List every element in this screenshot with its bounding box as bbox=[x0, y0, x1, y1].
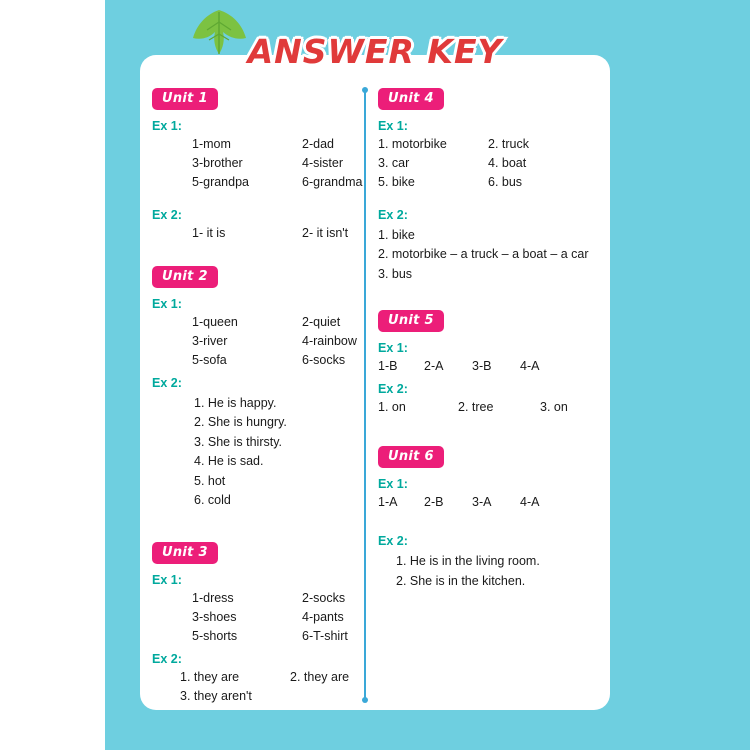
answer-item: 3. they aren't bbox=[180, 689, 252, 704]
answer-item: 4-sister bbox=[302, 156, 343, 170]
answer-item: 5-shorts bbox=[192, 629, 238, 644]
answer-item: 2-quiet bbox=[302, 315, 341, 329]
answer-item: 1. motorbike bbox=[378, 137, 447, 151]
answer-grid bbox=[192, 226, 357, 240]
answer-item: 2. motorbike – a truck – a boat – a car bbox=[378, 247, 589, 262]
answer-item: 3. bus bbox=[378, 266, 413, 281]
exercise-label: Ex 2: bbox=[378, 208, 408, 222]
answer-item: 1. on bbox=[378, 400, 406, 415]
unit-block-3 bbox=[152, 542, 357, 703]
title-area bbox=[140, 8, 610, 78]
answer-item: 5-sofa bbox=[192, 353, 227, 367]
answer-grid bbox=[378, 495, 598, 509]
answer-grid bbox=[378, 137, 598, 189]
answer-list bbox=[378, 226, 598, 284]
answer-inline bbox=[378, 400, 598, 414]
answer-item: 1. He is happy. bbox=[194, 396, 277, 410]
exercise-label: Ex 1: bbox=[378, 119, 408, 133]
unit-badge: Unit 1 bbox=[152, 88, 218, 110]
exercise-label: Ex 2: bbox=[152, 208, 182, 222]
unit-block-6 bbox=[378, 446, 598, 591]
answer-item: 2-B bbox=[424, 495, 444, 510]
page-title: ANSWER KEY bbox=[247, 32, 503, 71]
answer-item: 2. they are bbox=[290, 670, 350, 685]
answer-item: 1-A bbox=[378, 495, 398, 510]
answer-item: 5. bike bbox=[378, 175, 415, 189]
exercise-label: Ex 2: bbox=[378, 534, 408, 549]
answer-item: 6-socks bbox=[302, 353, 346, 367]
answer-grid bbox=[192, 315, 357, 367]
answer-item: 1. they are bbox=[180, 670, 240, 685]
exercise-label: Ex 1: bbox=[378, 341, 408, 356]
answer-item: 4. boat bbox=[488, 156, 527, 170]
unit-block-5 bbox=[378, 310, 598, 414]
exercise-label: Ex 2: bbox=[378, 382, 408, 397]
answer-item: 4. He is sad. bbox=[194, 454, 264, 469]
answer-grid bbox=[180, 670, 357, 703]
answer-item: 4-pants bbox=[302, 610, 344, 625]
answer-item: 3. on bbox=[540, 400, 568, 415]
answer-item: 4-rainbow bbox=[302, 334, 357, 348]
answer-item: 2- it isn't bbox=[302, 226, 349, 240]
left-column bbox=[152, 88, 363, 713]
exercise-label: Ex 2: bbox=[152, 376, 182, 390]
answer-item: 6. bus bbox=[488, 175, 523, 189]
answer-item: 1. bike bbox=[378, 228, 415, 242]
answer-item: 6-grandma bbox=[302, 175, 363, 189]
answer-item: 3. car bbox=[378, 156, 410, 170]
answer-grid bbox=[192, 591, 357, 643]
answer-item: 3-A bbox=[472, 495, 492, 510]
answer-item: 2. She is in the kitchen. bbox=[396, 573, 526, 588]
answer-item: 2. truck bbox=[488, 137, 529, 151]
exercise-label: Ex 1: bbox=[378, 477, 408, 492]
unit-badge: Unit 4 bbox=[378, 88, 444, 110]
answer-item: 1. He is in the living room. bbox=[396, 554, 540, 569]
answer-list bbox=[396, 552, 598, 591]
answer-item: 1-dress bbox=[192, 591, 234, 606]
exercise-label: Ex 1: bbox=[152, 119, 182, 133]
right-column bbox=[378, 88, 598, 601]
answer-list bbox=[194, 394, 357, 510]
answer-item: 3. She is thirsty. bbox=[194, 434, 282, 449]
answer-item: 2-dad bbox=[302, 137, 334, 151]
answer-item: 2. tree bbox=[458, 400, 494, 415]
answer-item: 3-river bbox=[192, 334, 228, 348]
unit-badge: Unit 2 bbox=[152, 266, 218, 288]
answer-item: 1- it is bbox=[192, 226, 226, 240]
answer-item: 2-A bbox=[424, 359, 444, 374]
answer-item: 3-brother bbox=[192, 156, 243, 170]
exercise-label: Ex 1: bbox=[152, 573, 182, 588]
answer-item: 2. She is hungry. bbox=[194, 415, 287, 430]
answer-item: 6-T-shirt bbox=[302, 629, 348, 644]
unit-badge: Unit 5 bbox=[378, 310, 444, 332]
answer-item: 1-queen bbox=[192, 315, 238, 329]
answer-item: 4-A bbox=[520, 359, 540, 374]
answer-item: 5-grandpa bbox=[192, 175, 249, 189]
exercise-label: Ex 1: bbox=[152, 297, 182, 311]
answer-item: 1-B bbox=[378, 359, 398, 374]
answer-item: 5. hot bbox=[194, 473, 226, 488]
exercise-label: Ex 2: bbox=[152, 652, 182, 667]
answer-grid bbox=[192, 137, 363, 189]
answer-grid bbox=[378, 359, 598, 373]
answer-item: 3-shoes bbox=[192, 610, 237, 625]
answer-item: 4-A bbox=[520, 495, 540, 510]
answer-item: 3-B bbox=[472, 359, 492, 374]
unit-block-1 bbox=[152, 88, 363, 240]
unit-block-4 bbox=[378, 88, 598, 284]
unit-badge: Unit 6 bbox=[378, 446, 444, 468]
unit-block-2 bbox=[152, 266, 357, 510]
unit-badge: Unit 3 bbox=[152, 542, 218, 564]
answer-item: 2-socks bbox=[302, 591, 346, 606]
answer-item: 1-mom bbox=[192, 137, 231, 151]
answer-item: 6. cold bbox=[194, 492, 231, 507]
